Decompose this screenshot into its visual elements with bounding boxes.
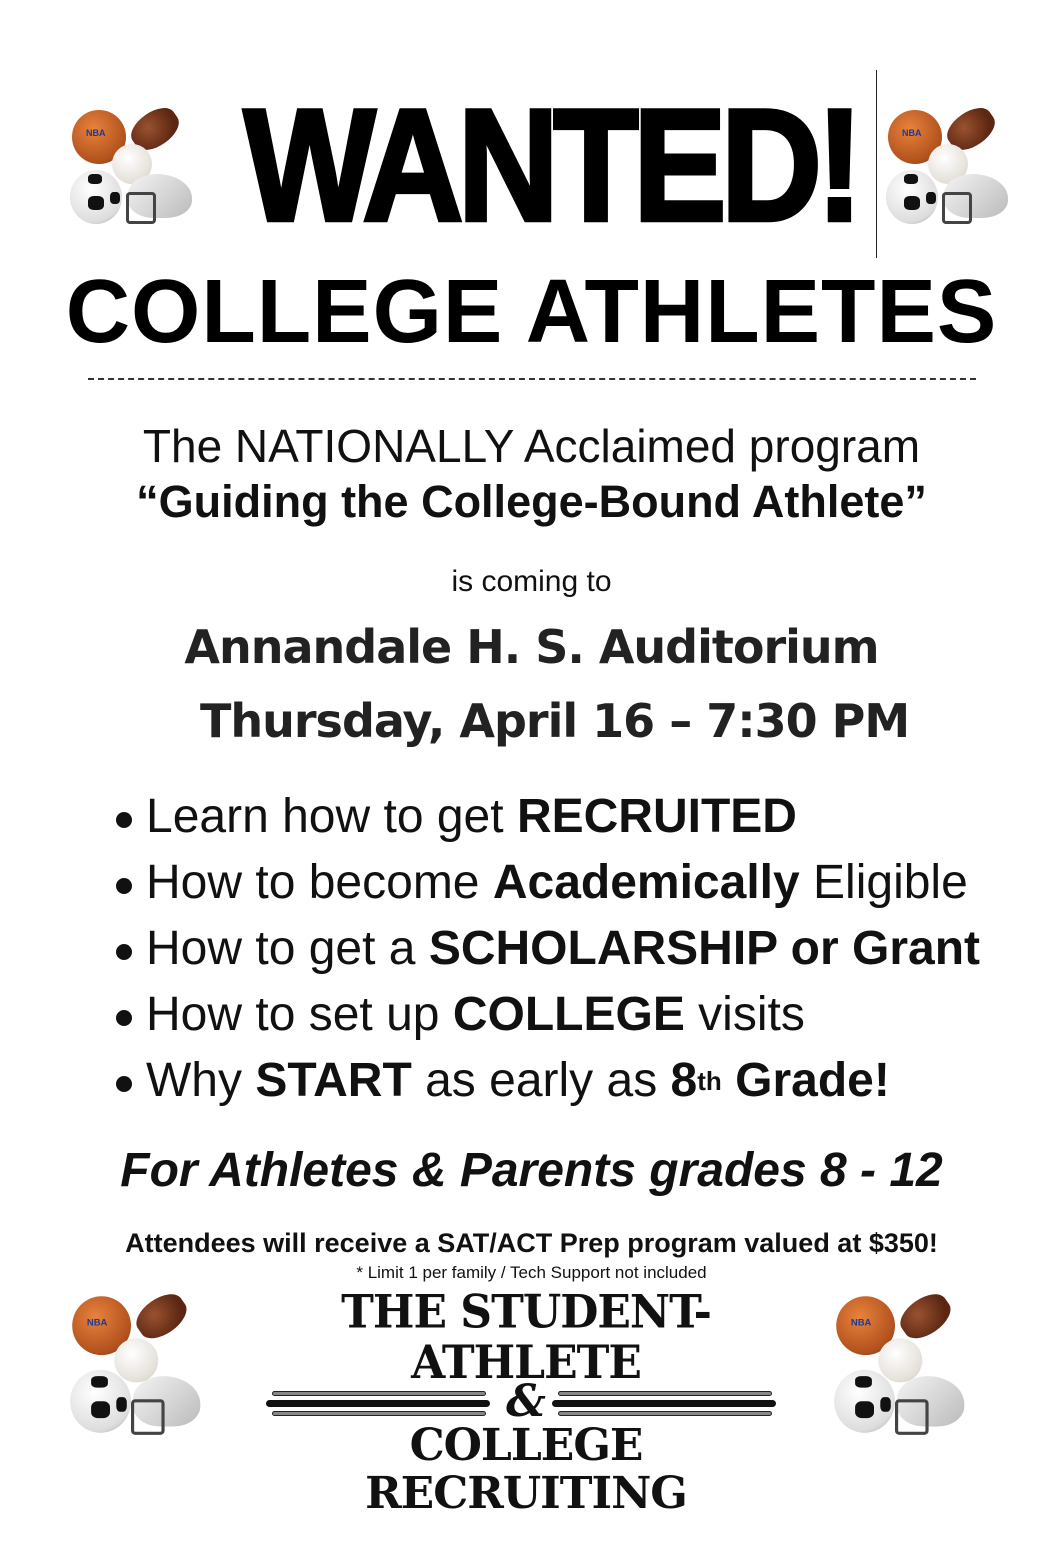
sports-balls-clipart-bottom-right: NBA: [832, 1290, 969, 1427]
fine-print: * Limit 1 per family / Tech Support not included: [356, 1263, 707, 1282]
sports-balls-clipart-top-left: NBA: [68, 104, 198, 234]
bullet-icon: [116, 1076, 132, 1092]
vertical-divider: [876, 70, 877, 258]
list-item: Learn how to get RECRUITED: [116, 784, 1036, 850]
baseball-icon: [114, 1338, 158, 1382]
soccer-ball-icon: [70, 1370, 131, 1433]
sports-balls-clipart-top-right: NBA: [884, 104, 1014, 234]
headline-wanted: WANTED!: [243, 76, 858, 255]
benefits-list: [116, 784, 1036, 1114]
bullet-icon: [116, 944, 132, 960]
logo-line-bottom: COLLEGE RECRUITING: [365, 1420, 687, 1519]
logo-ampersand: &: [506, 1376, 546, 1427]
list-item: Why START as early as 8 th Grade!: [116, 1048, 1036, 1114]
organization-logo: [266, 1285, 786, 1519]
program-name: “Guiding the College-Bound Athlete”: [136, 476, 927, 527]
offer-text: Attendees will receive a SAT/ACT Prep program valued at $350!: [125, 1228, 938, 1258]
bullet-icon: [116, 1010, 132, 1026]
sports-balls-clipart-bottom-left: NBA: [68, 1290, 205, 1427]
logo-divider: [266, 1376, 786, 1427]
intro-line: The NATIONALLY Acclaimed program: [142, 420, 921, 472]
venue: Annandale H. S. Auditorium: [184, 620, 879, 674]
headline-college-athletes: COLLEGE ATHLETES: [65, 262, 998, 362]
dashed-divider: [88, 378, 976, 380]
list-item: How to set up COLLEGE visits: [116, 982, 1036, 1048]
list-item: How to become Academically Eligible: [116, 850, 1036, 916]
coming-to-text: is coming to: [451, 565, 612, 598]
event-date-time: Thursday, April 16 – 7:30 PM: [200, 694, 910, 748]
football-icon: [894, 1287, 957, 1346]
baseball-icon: [878, 1338, 922, 1382]
soccer-ball-icon: [70, 170, 122, 224]
soccer-ball-icon: [834, 1370, 895, 1433]
audience-text: For Athletes & Parents grades 8 - 12: [120, 1144, 943, 1197]
bullet-icon: [116, 812, 132, 828]
football-icon: [130, 1287, 193, 1346]
soccer-ball-icon: [886, 170, 938, 224]
logo-line-top: THE STUDENT-ATHLETE: [341, 1285, 711, 1390]
bullet-icon: [116, 878, 132, 894]
list-item: How to get a SCHOLARSHIP or Grant: [116, 916, 1036, 982]
